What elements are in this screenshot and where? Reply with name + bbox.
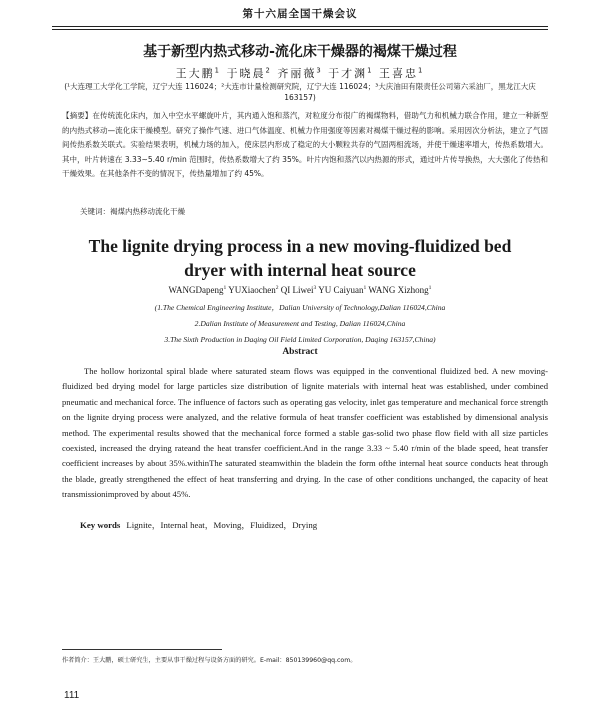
- affiliation-line: 2.Dalian Institute of Measurement and Testing, Dalian 116024,China: [194, 319, 406, 328]
- chinese-keywords: [80, 206, 548, 217]
- author-superscript: 1: [363, 285, 367, 291]
- footnote-divider: [62, 649, 222, 650]
- chinese-abstract-text: 在传统流化床内，加入中空水平螺旋叶片，其内通入饱和蒸汽，对粒度分布很广的褐煤物料，借助气力和机械力联合作用，建立一种新型的内热式移动—流化床干燥模型。研究了操作气速、进口气体温度、机械力作用强度等因素对褐煤干燥过程的影响。采用因次分析法，建立了气固间传热系数关联式。实验结果表明，机械力场的加入，使床层内形成了稳定的大小颗粒共存的气固两相流场，并使干燥速率增大，传热系数增大。其中，叶片转速在 3.33~5.40 r/min 范围时，传热系数增大了约 35%。叶片内饱和蒸汽以内热源的形式，通过叶片传导换热，大大强化了传热和干燥效果。在其他条件不变的情况下，传热量增加了约 45%。: [62, 111, 549, 179]
- page-number: 111: [64, 690, 80, 701]
- chinese-keywords-label: 关键词：: [80, 207, 110, 216]
- chinese-title: 基于新型内热式移动-流化床干燥器的褐煤干燥过程: [143, 44, 457, 60]
- affiliation-line: (1.The Chemical Engineering Institute，Dalian University of Technology,Dalian 116024,China: [154, 303, 446, 312]
- english-abstract: The hollow horizontal spiral blade where saturated steam flows was equipped in the conventional fluidized bed. A new moving-fluidized bed drying model for large particles size distribution of lignite materials with internal heat was established, under combined pneumatic and mechanical force. The influence of factors such as operating gas velocity, inlet gas temperature and mechanical force strength on the lignite drying process were analyzed, and the relative formula of heat transfer coefficient was established by dimensional analysis method. The experimental results showed that the mechanical force formed a stable gas-solid two phase flow field with all size particles coexisted, increased the drying rateand the heat transfer coefficient.And in the range 3.33 ~ 5.40 r/min of the blade speed, heat transfer coefficient increases by about 35%.withinThe saturated steamwithin the bladein the form ofthe internal heat source conducts heat through the blade, greatly strengthened the effect of heat transferring and drying. In the case of other conditions unchanged, the capacity of heat transmissionimproved by about 45%.: [62, 366, 548, 500]
- chinese-authors: [40, 65, 560, 81]
- author: YU Caiyuan: [318, 285, 364, 295]
- author: QI Liwei: [280, 285, 314, 295]
- english-keywords: [80, 518, 548, 531]
- english-title: [40, 234, 560, 282]
- affiliation-line: 3.The Sixth Production in Daqing Oil Field Limited Corporation, Daqing 163157,China): [164, 335, 436, 344]
- running-header: 第十六届全国干燥会议: [52, 6, 548, 27]
- chinese-abstract: [62, 109, 548, 182]
- author-superscript: 1: [367, 66, 374, 75]
- chinese-abstract-label: 【摘要】: [62, 111, 93, 120]
- author: 于才渊: [328, 67, 368, 80]
- english-affiliations: [40, 300, 560, 348]
- author: WANG Xizhong: [368, 285, 429, 295]
- author-superscript: 3: [313, 285, 317, 291]
- english-authors: [40, 285, 560, 295]
- english-title-line: dryer with internal heat source: [184, 260, 416, 280]
- author: 王大鹏: [175, 67, 215, 80]
- english-keywords-label: Key words: [80, 520, 121, 530]
- author: 王喜忠: [379, 67, 419, 80]
- english-keywords-text: Lignite，Internal heat，Moving，Fluidized，Drying: [126, 520, 318, 530]
- author: YUXiaochen: [228, 285, 276, 295]
- author: 于晓晨: [226, 67, 266, 80]
- author: WANGDapeng: [168, 285, 224, 295]
- author-superscript: 1: [428, 285, 432, 291]
- author-superscript: 1: [223, 285, 227, 291]
- chinese-keywords-text: 褐煤内热移动流化干燥: [110, 207, 185, 216]
- english-title-line: The lignite drying process in a new moving-fluidized bed: [88, 236, 512, 256]
- author-superscript: 1: [418, 66, 425, 75]
- author-footnote: 作者简介：王大鹏，硕士研究生，主要从事干燥过程与设备方面的研究。E-mail：850139960@qq.com。: [62, 657, 357, 664]
- author: 齐丽薇: [277, 67, 317, 80]
- author-superscript: 1: [214, 66, 221, 75]
- chinese-affiliations: (¹大连理工大学化工学院，辽宁大连 116024；²大连市计量检测研究院，辽宁大连 116024；³大庆油田有限责任公司第六采油厂，黑龙江大庆 163157): [64, 82, 536, 102]
- author-superscript: 2: [265, 66, 272, 75]
- author-superscript: 2: [275, 285, 279, 291]
- author-superscript: 3: [316, 66, 323, 75]
- english-abstract-heading: Abstract: [282, 347, 318, 357]
